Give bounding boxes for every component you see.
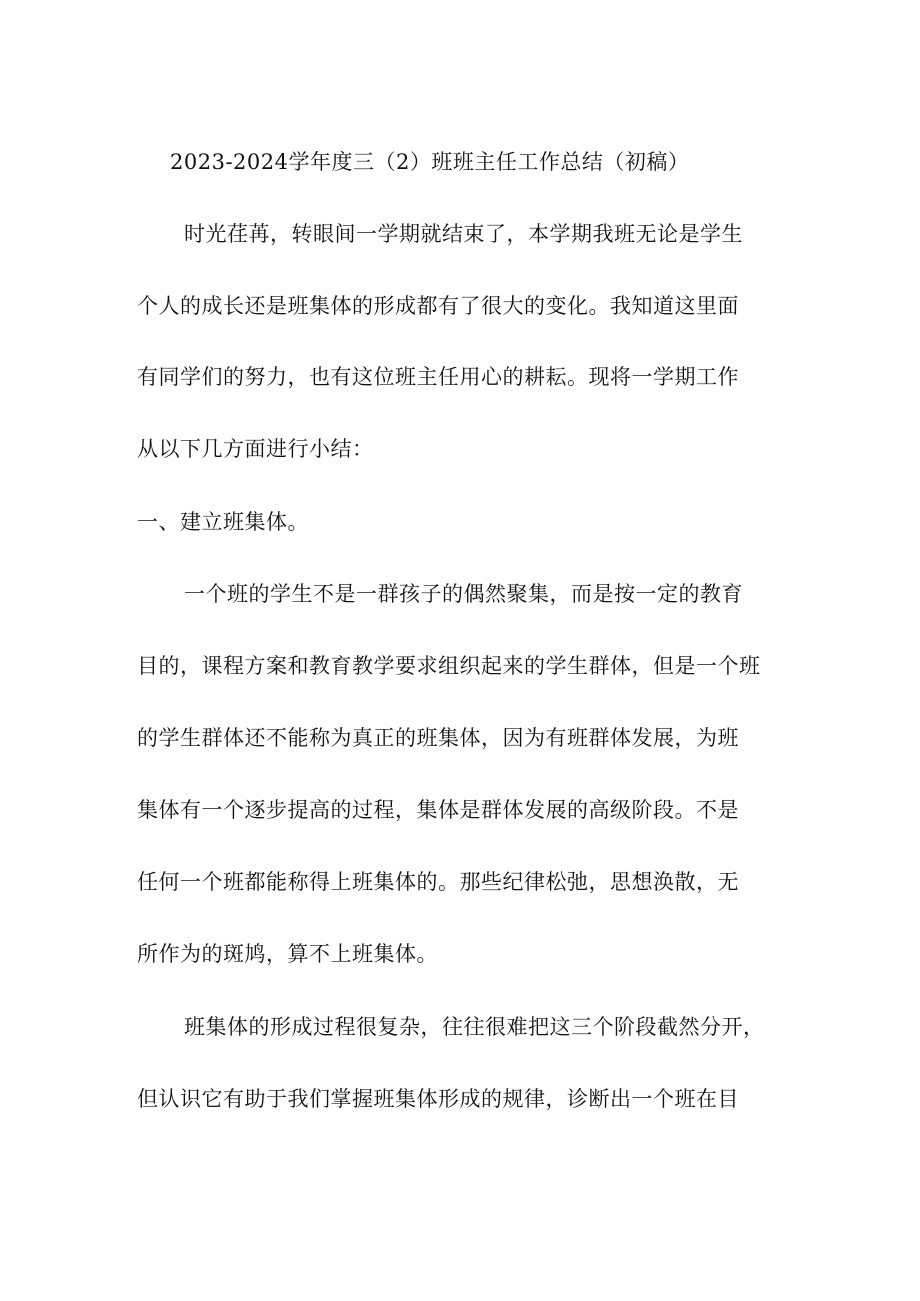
- paragraph-line: 但认识它有助于我们掌握班集体形成的规律，诊断出一个班在目: [137, 1087, 739, 1111]
- paragraph-line: 时光荏苒，转眼间一学期就结束了，本学期我班无论是学生: [184, 222, 743, 246]
- paragraph-line: 从以下几方面进行小结：: [137, 437, 374, 461]
- paragraph-line: 有同学们的努力，也有这位班主任用心的耕耘。现将一学期工作: [137, 365, 739, 389]
- document-title: 2023-2024学年度三（2）班班主任工作总结（初稿）: [170, 150, 690, 174]
- paragraph-line: 班集体的形成过程很复杂，往往很难把这三个阶段截然分开，: [184, 1015, 765, 1039]
- paragraph-line: 集体有一个逐步提高的过程，集体是群体发展的高级阶段。不是: [137, 798, 739, 822]
- paragraph-line: 目的，课程方案和教育教学要求组织起来的学生群体，但是一个班: [137, 654, 761, 678]
- paragraph-line: 任何一个班都能称得上班集体的。那些纪律松弛，思想涣散，无: [137, 870, 739, 894]
- paragraph-line: 的学生群体还不能称为真正的班集体，因为有班群体发展，为班: [137, 726, 739, 750]
- section-heading: 一、建立班集体。: [137, 510, 309, 534]
- paragraph-line: 个人的成长还是班集体的形成都有了很大的变化。我知道这里面: [137, 294, 739, 318]
- paragraph-line: 所作为的斑鸠，算不上班集体。: [137, 942, 438, 966]
- paragraph-line: 一个班的学生不是一群孩子的偶然聚集，而是按一定的教育: [184, 582, 743, 606]
